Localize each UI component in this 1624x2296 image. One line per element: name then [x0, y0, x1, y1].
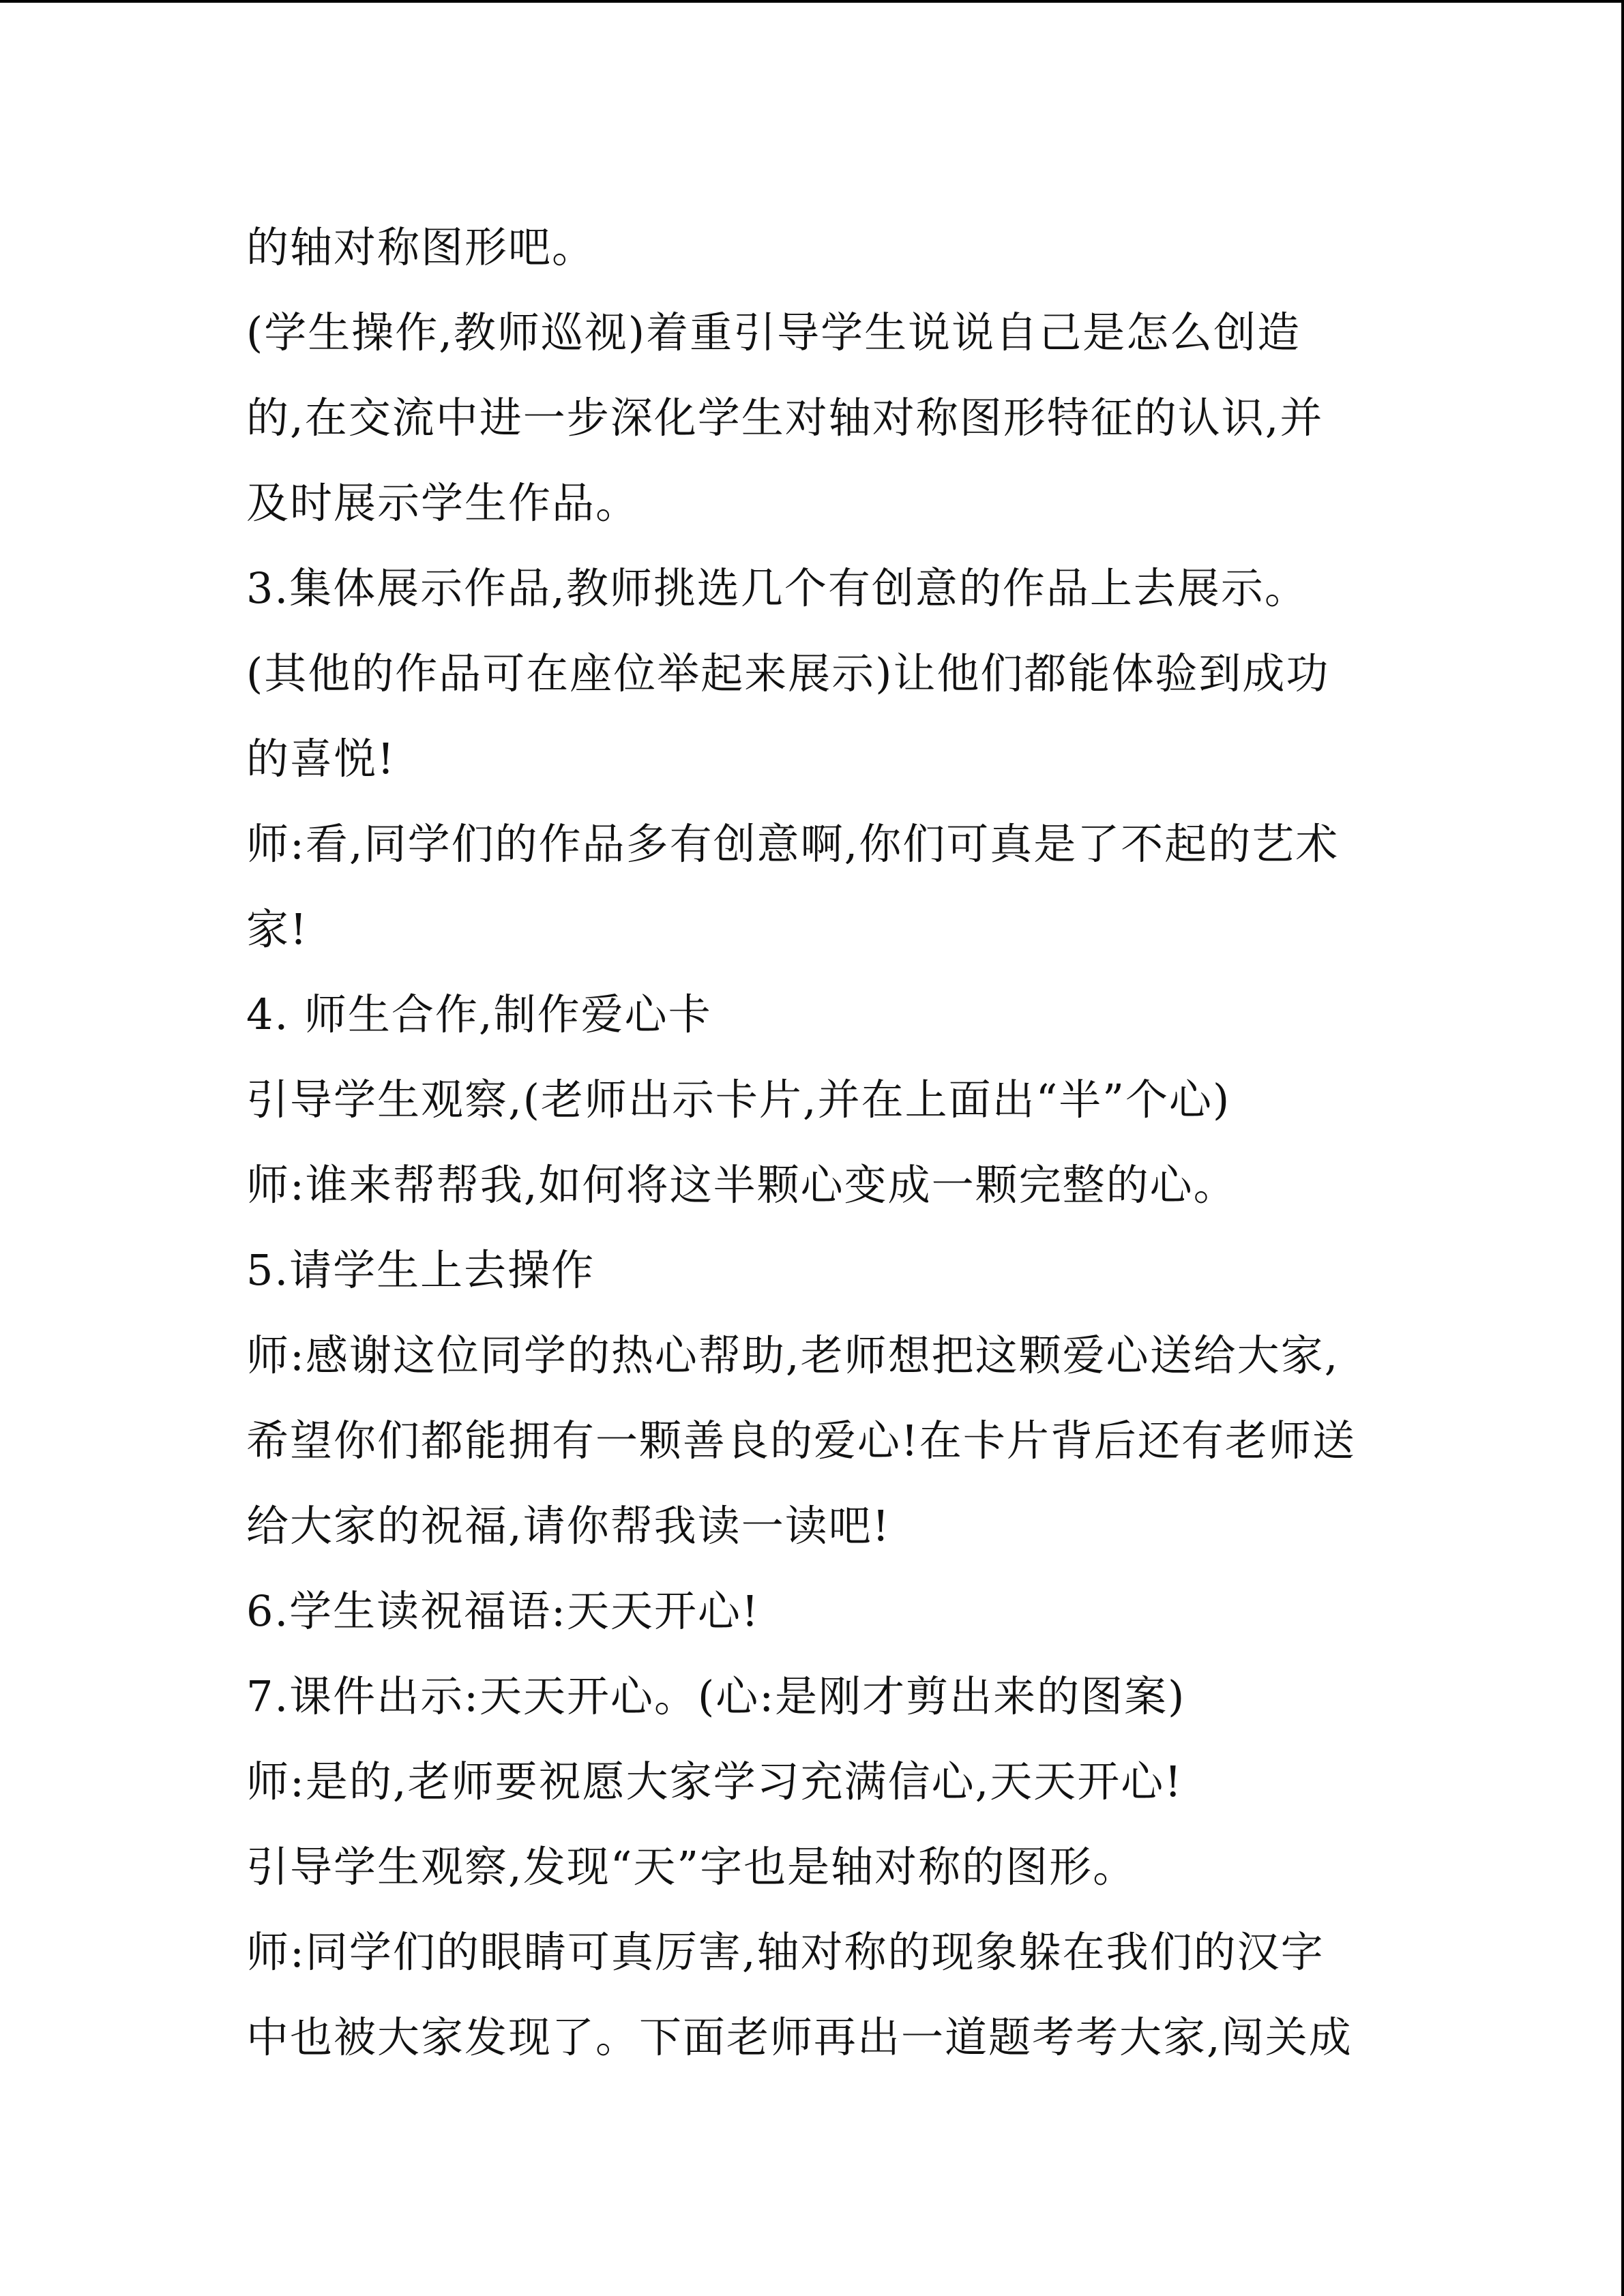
page-right-border	[1621, 0, 1624, 2296]
text-line: 的,在交流中进一步深化学生对轴对称图形特征的认识,并	[246, 393, 1324, 443]
text-line: 4. 师生合作,制作爱心卡	[246, 989, 712, 1039]
text-line: 师:看,同学们的作品多有创意啊,你们可真是了不起的艺术	[246, 819, 1340, 869]
page-top-border	[0, 0, 1624, 3]
document-body	[246, 205, 1392, 2080]
text-line: 的喜悦!	[246, 734, 396, 784]
text-line: 家!	[246, 904, 308, 954]
text-line: 3.集体展示作品,教师挑选几个有创意的作品上去展示。	[246, 563, 1308, 613]
text-line: 师:感谢这位同学的热心帮助,老师想把这颗爱心送给大家,	[246, 1330, 1340, 1380]
text-line: 师:是的,老师要祝愿大家学习充满信心,天天开心!	[246, 1757, 1183, 1806]
text-line: 及时展示学生作品。	[246, 478, 640, 528]
text-line: 师:谁来帮帮我,如何将这半颗心变成一颗完整的心。	[246, 1160, 1237, 1210]
text-line: 师:同学们的眼睛可真厉害,轴对称的现象躲在我们的汉字	[246, 1927, 1325, 1977]
text-line: 给大家的祝福,请你帮我读一读吧!	[246, 1501, 891, 1551]
text-line: 的轴对称图形吧。	[246, 222, 596, 272]
text-line: 6.学生读祝福语:天天开心!	[246, 1586, 760, 1636]
text-line: 5.请学生上去操作	[246, 1245, 595, 1295]
text-line: 7.课件出示:天天开心。(心:是刚才剪出来的图案)	[246, 1671, 1186, 1721]
text-line: 中也被大家发现了。下面老师再出一道题考考大家,闯关成	[246, 2012, 1353, 2062]
text-line: (学生操作,教师巡视)着重引导学生说说自己是怎么创造	[246, 308, 1301, 357]
text-line: (其他的作品可在座位举起来展示)让他们都能体验到成功	[246, 648, 1330, 698]
text-line: 引导学生观察,发现“天”字也是轴对称的图形。	[246, 1842, 1137, 1892]
text-line: 希望你们都能拥有一颗善良的爱心!在卡片背后还有老师送	[246, 1416, 1356, 1465]
text-line: 引导学生观察,(老师出示卡片,并在上面出“半”个心)	[246, 1075, 1231, 1124]
